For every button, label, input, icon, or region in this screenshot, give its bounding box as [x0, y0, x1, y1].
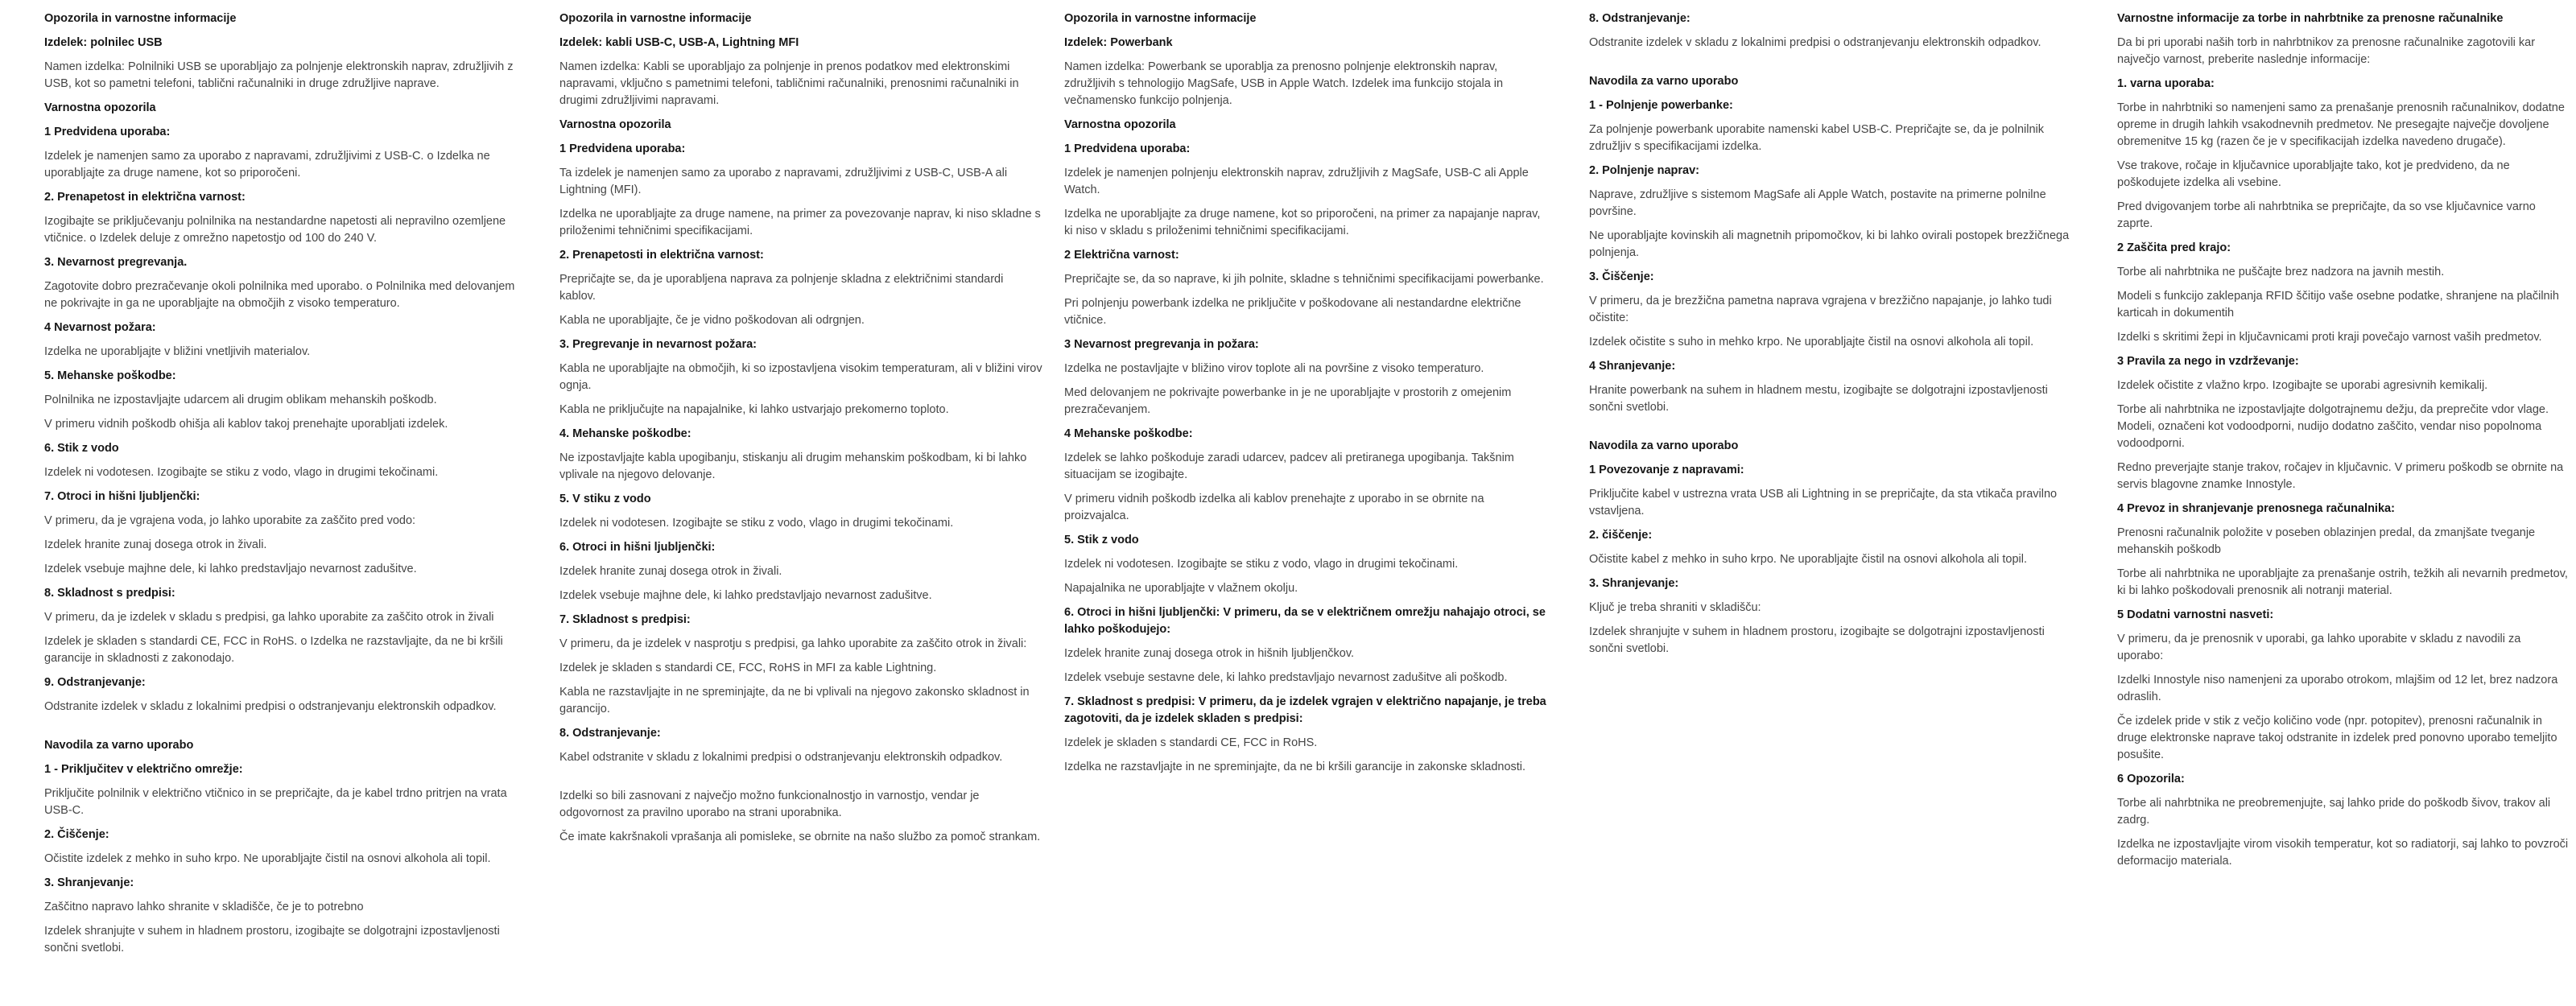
paragraph: Izdelek je skladen s standardi CE, FCC in RoHS. o Izdelka ne razstavljajte, da ne bi kršili garancije in skladnosti z zakonodajo. [44, 635, 503, 665]
section-heading: 1 Povezovanje z napravami: [1589, 464, 1744, 476]
section-heading: Opozorila in varnostne informacije [1064, 12, 1257, 25]
section-heading: Navodila za varno uporabo [44, 739, 194, 752]
section-heading: 1 Predvidena uporaba: [1064, 142, 1191, 155]
paragraph-gap [1589, 423, 2072, 438]
paragraph: Izdelek se lahko poškoduje zaradi udarcev, padcev ali pretiranega upogibanja. Takšnim situacijam se izogibajte. [1064, 451, 1514, 481]
paragraph: Ne izpostavljajte kabla upogibanju, stiskanju ali drugim mehanskim poškodbam, ki bi lahko vplivale na njegovo delovanje. [559, 451, 1027, 481]
paragraph: Izdelki s skritimi žepi in ključavnicami proti kraji povečajo varnost vaših predmetov. [2117, 331, 2542, 344]
paragraph: Torbe ali nahrbtnika ne preobremenjujte, saj lahko pride do poškodb šivov, trakov ali zadrg. [2117, 797, 2551, 827]
paragraph: Priključite polnilnik v električno vtičnico in se prepričajte, da je kabel trdno pritrjen na vrata USB-C. [44, 787, 507, 817]
paragraph: Modeli s funkcijo zaklepanja RFID ščitijo vaše osebne podatke, shranjene na plačilnih karticah in dokumentih [2117, 290, 2559, 320]
paragraph: Kabla ne priključujte na napajalnike, ki lahko ustvarjajo prekomerno toploto. [559, 403, 949, 416]
section-heading: 7. Skladnost s predpisi: [559, 613, 691, 626]
section-heading: 3 Pravila za nego in vzdrževanje: [2117, 355, 2299, 368]
paragraph: Odstranite izdelek v skladu z lokalnimi predpisi o odstranjevanju elektronskih odpadkov. [1589, 36, 2041, 49]
section-heading: Opozorila in varnostne informacije [44, 12, 237, 25]
paragraph: Izdelek očistite z vlažno krpo. Izogibajte se uporabi agresivnih kemikalij. [2117, 379, 2488, 392]
paragraph: Očistite izdelek z mehko in suho krpo. Ne uporabljajte čistil na osnovi alkohola ali topil. [44, 852, 491, 865]
paragraph: Polnilnika ne izpostavljajte udarcem ali drugim oblikam mehanskih poškodb. [44, 394, 437, 406]
section-heading: 7. Skladnost s predpisi: V primeru, da je izdelek vgrajen v električno napajanje, je treba zagotoviti, da je izdelek skladen s predpisi: [1064, 695, 1546, 725]
paragraph: Izdelka ne postavljajte v bližino virov toplote ali na površine z visoko temperaturo. [1064, 362, 1484, 375]
section-heading: 4 Shranjevanje: [1589, 360, 1676, 373]
paragraph: Izdelek je namenjen samo za uporabo z napravami, združljivimi z USB-C. o Izdelka ne uporabljajte za druge namene, kot so priporočeni. [44, 150, 490, 179]
paragraph: Napajalnika ne uporabljajte v vlažnem okolju. [1064, 582, 1298, 595]
section-heading: Varnostna opozorila [1064, 118, 1176, 131]
paragraph: Izdelek hranite zunaj dosega otrok in hišnih ljubljenčkov. [1064, 647, 1355, 660]
section-heading: Izdelek: polnilec USB [44, 36, 163, 49]
paragraph: Priključite kabel v ustrezna vrata USB ali Lightning in se prepričajte, da sta vtikača pravilno vstavljena. [1589, 488, 2058, 517]
column-cables-warnings [559, 10, 1042, 853]
paragraph: Izdelek vsebuje sestavne dele, ki lahko predstavljajo nevarnost zadušitve ali poškodb. [1064, 671, 1508, 684]
paragraph: Torbe in nahrbtniki so namenjeni samo za prenašanje prenosnih računalnikov, dodatne opreme in drugih lahkih vsakodnevnih predmetov. Ne presegajte največje dovoljene obremenitve 15 kg (razen če je v specifikacijah izdelka navedeno drugače). [2117, 101, 2565, 148]
section-heading: 3. Nevarnost pregrevanja. [44, 256, 188, 269]
paragraph: Zaščitno napravo lahko shranite v skladišče, če je to potrebno [44, 901, 364, 913]
section-heading: 8. Odstranjevanje: [1589, 12, 1690, 25]
paragraph: Izdelka ne uporabljajte za druge namene, na primer za povezovanje naprav, ki niso skladne s priloženimi tehničnimi specifikacijami. [559, 208, 1041, 237]
paragraph: Prenosni računalnik položite v poseben oblazinjen predal, da zmanjšate tveganje mehanskih poškodb [2117, 526, 2536, 556]
section-heading: 1 Predvidena uporaba: [44, 126, 171, 138]
paragraph-gap [559, 773, 1042, 788]
section-heading: 2 Električna varnost: [1064, 249, 1179, 262]
paragraph: Izdelek shranjujte v suhem in hladnem prostoru, izogibajte se dolgotrajni izpostavljenosti sončni svetlobi. [44, 925, 500, 954]
section-heading: 6 Opozorila: [2117, 773, 2185, 785]
paragraph: Zagotovite dobro prezračevanje okoli polnilnika med uporabo. o Polnilnika med delovanjem ne pokrivajte in ga ne uporabljajte na območjih z visoko temperaturo. [44, 280, 515, 310]
section-heading: 2. Čiščenje: [44, 828, 109, 841]
paragraph: V primeru, da je vgrajena voda, jo lahko uporabite za zaščito pred vodo: [44, 514, 416, 527]
paragraph: Namen izdelka: Kabli se uporabljajo za polnjenje in prenos podatkov med elektronskimi napravami, vključno s pametnimi telefoni, tabličnimi računalniki, prenosnimi računalniki in drugimi združljivimi napravami. [559, 60, 1019, 107]
paragraph: Izdelka ne uporabljajte za druge namene, kot so priporočeni, na primer za napajanje naprav, ki niso v skladu s priloženimi tehničnimi specifikacijami. [1064, 208, 1541, 237]
paragraph: Vse trakove, ročaje in ključavnice uporabljajte tako, kot je predvideno, da ne poškodujete izdelka ali vsebine. [2117, 159, 2510, 189]
section-heading: 6. Otroci in hišni ljubljenčki: [559, 541, 716, 554]
paragraph: Izdelek vsebuje majhne dele, ki lahko predstavljajo nevarnost zadušitve. [559, 589, 932, 602]
section-heading: 5. V stiku z vodo [559, 493, 651, 505]
section-heading: 6. Stik z vodo [44, 442, 119, 455]
section-heading: 1 Predvidena uporaba: [559, 142, 686, 155]
column-powerbank-warnings [1064, 10, 1547, 783]
paragraph: Izdelek hranite zunaj dosega otrok in živali. [44, 538, 267, 551]
section-heading: 2. Polnjenje naprav: [1589, 164, 1699, 177]
paragraph: Kabla ne razstavljajte in ne spreminjajte, da ne bi vplivali na njegovo zakonsko skladnost in garancijo. [559, 686, 1030, 715]
paragraph-gap [1589, 59, 2072, 73]
section-heading: 5 Dodatni varnostni nasveti: [2117, 608, 2274, 621]
paragraph: V primeru, da je izdelek v skladu s predpisi, ga lahko uporabite za zaščito otrok in živali [44, 611, 494, 624]
section-heading: 1 - Polnjenje powerbanke: [1589, 99, 1733, 112]
section-heading: 3. Shranjevanje: [44, 876, 134, 889]
paragraph: Izdelek ni vodotesen. Izogibajte se stiku z vodo, vlago in drugimi tekočinami. [44, 466, 439, 479]
section-heading: Opozorila in varnostne informacije [559, 12, 752, 25]
section-heading: 4 Prevoz in shranjevanje prenosnega računalnika: [2117, 502, 2395, 515]
section-heading: 4 Mehanske poškodbe: [1064, 427, 1193, 440]
section-heading: 3. Pregrevanje in nevarnost požara: [559, 338, 757, 351]
paragraph: Torbe ali nahrbtnika ne puščajte brez nadzora na javnih mestih. [2117, 266, 2445, 278]
paragraph: Da bi pri uporabi naših torb in nahrbtnikov za prenosne računalnike zagotovili kar največjo varnost, preberite naslednje informacije: [2117, 36, 2536, 66]
section-heading: 9. Odstranjevanje: [44, 676, 146, 689]
section-heading: 3 Nevarnost pregrevanja in požara: [1064, 338, 1259, 351]
paragraph: Če imate kakršnakoli vprašanja ali pomisleke, se obrnite na našo službo za pomoč strankam. [559, 831, 1041, 843]
section-heading: Varnostna opozorila [559, 118, 671, 131]
paragraph: Odstranite izdelek v skladu z lokalnimi predpisi o odstranjevanju elektronskih odpadkov. [44, 700, 497, 713]
paragraph: Naprave, združljive s sistemom MagSafe ali Apple Watch, postavite na primerne polnilne površine. [1589, 188, 2046, 218]
section-heading: 3. Shranjevanje: [1589, 577, 1679, 590]
paragraph: Kabla ne uporabljajte, če je vidno poškodovan ali odrgnjen. [559, 314, 865, 327]
paragraph: Redno preverjajte stanje trakov, ročajev in ključavnic. V primeru poškodb se obrnite na servis blagovne znamke Innostyle. [2117, 461, 2564, 491]
paragraph: Torbe ali nahrbtnika ne uporabljajte za prenašanje ostrih, težkih ali nevarnih predmetov, ki bi lahko poškodovali prenosnik ali notranji material. [2117, 567, 2568, 597]
paragraph: V primeru, da je izdelek v nasprotju s predpisi, ga lahko uporabite za zaščito otrok in živali: [559, 637, 1027, 650]
paragraph: V primeru, da je prenosnik v uporabi, ga lahko uporabite v skladu z navodili za uporabo: [2117, 633, 2521, 662]
section-heading: 2. Prenapetosti in električna varnost: [559, 249, 764, 262]
section-heading: 2. čiščenje: [1589, 529, 1653, 542]
paragraph: Izdelek shranjujte v suhem in hladnem prostoru, izogibajte se dolgotrajni izpostavljenosti sončni svetlobi. [1589, 625, 2045, 655]
section-heading: Varnostna opozorila [44, 101, 156, 114]
paragraph: Izdelka ne uporabljajte v bližini vnetljivih materialov. [44, 345, 311, 358]
section-heading: Izdelek: Powerbank [1064, 36, 1173, 49]
paragraph: Očistite kabel z mehko in suho krpo. Ne uporabljajte čistil na osnovi alkohola ali topil. [1589, 553, 2028, 566]
section-heading: 3. Čiščenje: [1589, 270, 1654, 283]
paragraph-gap [44, 723, 521, 737]
paragraph: Namen izdelka: Polnilniki USB se uporabljajo za polnjenje elektronskih naprav, združljivih z USB, kot so pametni telefoni, tablični računalniki in druge združljive naprave. [44, 60, 514, 90]
paragraph: Za polnjenje powerbank uporabite namenski kabel USB-C. Prepričajte se, da je polnilnik združljiv s specifikacijami izdelka. [1589, 123, 2045, 153]
paragraph: Izdelek očistite s suho in mehko krpo. Ne uporabljajte čistil na osnovi alkohola ali topil. [1589, 336, 2034, 348]
section-heading: 5. Mehanske poškodbe: [44, 369, 176, 382]
column-laptop-bags-safety [2117, 10, 2570, 877]
paragraph: Izdelka ne izpostavljajte virom visokih temperatur, kot so radiatorji, saj lahko to povzroči deformacijo materiala. [2117, 838, 2569, 868]
section-heading: 1. varna uporaba: [2117, 77, 2215, 90]
paragraph: Pred dvigovanjem torbe ali nahrbtnika se prepričajte, da so vse ključavnice varno zaprte. [2117, 200, 2536, 230]
section-heading: 7. Otroci in hišni ljubljenčki: [44, 490, 200, 503]
paragraph: Hranite powerbank na suhem in hladnem mestu, izogibajte se dolgotrajni izpostavljenosti sončni svetlobi. [1589, 384, 2048, 414]
paragraph: Namen izdelka: Powerbank se uporablja za prenosno polnjenje elektronskih naprav, združljivih s tehnologijo MagSafe, USB in Apple Watch. Izdelek ima funkcijo stojala in večnamensko funkcijo polnjenja. [1064, 60, 1504, 107]
paragraph: V primeru vidnih poškodb ohišja ali kablov takoj prenehajte uporabljati izdelek. [44, 418, 448, 431]
section-heading: Varnostne informacije za torbe in nahrbtnike za prenosne računalnike [2117, 12, 2504, 25]
section-heading: 6. Otroci in hišni ljubljenčki: V primeru, da se v električnem omrežju nahajajo otroci, se lahko poškodujejo: [1064, 606, 1546, 636]
paragraph: Prepričajte se, da je uporabljena naprava za polnjenje skladna z električnimi standardi kablov. [559, 273, 1004, 303]
section-heading: 2 Zaščita pred krajo: [2117, 241, 2231, 254]
paragraph: Med delovanjem ne pokrivajte powerbanke in je ne uporabljajte v prostorih z omejenim prezračevanjem. [1064, 386, 1512, 416]
section-heading: 8. Odstranjevanje: [559, 727, 661, 740]
section-heading: Izdelek: kabli USB-C, USB-A, Lightning MFI [559, 36, 799, 49]
column-usb-charger-warnings [44, 10, 521, 964]
section-heading: 4 Nevarnost požara: [44, 321, 156, 334]
paragraph: Torbe ali nahrbtnika ne izpostavljajte dolgotrajnemu dežju, da preprečite vdor vlage. Modeli, označeni kot vodoodporni, nudijo dodatno zaščito, vendar niso popolnoma vodoodporni. [2117, 403, 2549, 450]
paragraph: Izdelek ni vodotesen. Izogibajte se stiku z vodo, vlago in drugimi tekočinami. [1064, 558, 1459, 571]
paragraph: V primeru vidnih poškodb izdelka ali kablov prenehajte z uporabo in se obrnite na proizvajalca. [1064, 493, 1484, 522]
section-heading: Navodila za varno uporabo [1589, 75, 1739, 88]
section-heading: 8. Skladnost s predpisi: [44, 587, 175, 600]
paragraph: Ta izdelek je namenjen samo za uporabo z napravami, združljivimi z USB-C, USB-A ali Lightning (MFI). [559, 167, 1008, 196]
section-heading: 5. Stik z vodo [1064, 534, 1139, 546]
paragraph: Prepričajte se, da so naprave, ki jih polnite, skladne s tehničnimi specifikacijami powerbanke. [1064, 273, 1544, 286]
paragraph: Izdelki Innostyle niso namenjeni za uporabo otrokom, mlajšim od 12 let, brez nadzora odraslih. [2117, 674, 2558, 703]
paragraph: V primeru, da je brezžična pametna naprava vgrajena v brezžično napajanje, jo lahko tudi očistite: [1589, 295, 2052, 324]
section-heading: 4. Mehanske poškodbe: [559, 427, 691, 440]
paragraph: Izdelka ne razstavljajte in ne spreminjajte, da ne bi kršili garancije in zakonske skladnosti. [1064, 761, 1526, 773]
paragraph: Izdelek ni vodotesen. Izogibajte se stiku z vodo, vlago in drugimi tekočinami. [559, 517, 954, 530]
section-heading: Navodila za varno uporabo [1589, 439, 1739, 452]
paragraph: Izdelek je skladen s standardi CE, FCC in RoHS. [1064, 736, 1318, 749]
paragraph: Kabla ne uporabljajte na območjih, ki so izpostavljena visokim temperaturam, ali v bližini virov ognja. [559, 362, 1042, 392]
paragraph: Kabel odstranite v skladu z lokalnimi predpisi o odstranjevanju elektronskih odpadkov. [559, 751, 1003, 764]
paragraph: Pri polnjenju powerbank izdelka ne priključite v poškodovane ali nestandardne električne vtičnice. [1064, 297, 1521, 327]
paragraph: Izdelki so bili zasnovani z največjo možno funkcionalnostjo in varnostjo, vendar je odgovornost za pravilno uporabo na strani uporabnika. [559, 790, 980, 819]
paragraph: Izdelek je skladen s standardi CE, FCC, RoHS in MFI za kable Lightning. [559, 662, 937, 674]
paragraph: Če izdelek pride v stik z večjo količino vode (npr. potopitev), prenosni računalnik in druge elektronske naprave takoj odstranite in izdelek pred ponovno uporabo temeljito posušite. [2117, 715, 2557, 761]
paragraph: Izdelek je namenjen polnjenju elektronskih naprav, združljivih z MagSafe, USB-C ali Apple Watch. [1064, 167, 1529, 196]
paragraph: Izogibajte se priključevanju polnilnika na nestandardne napetosti ali nepravilno ozemljene vtičnice. o Izdelek deluje z omrežno napetostjo od 100 do 240 V. [44, 215, 506, 245]
paragraph: Ključ je treba shraniti v skladišču: [1589, 601, 1761, 614]
paragraph: Izdelek hranite zunaj dosega otrok in živali. [559, 565, 782, 578]
paragraph: Ne uporabljajte kovinskih ali magnetnih pripomočkov, ki bi lahko ovirali postopek brezžičnega polnjenja. [1589, 229, 2070, 259]
column-powerbank-usage-instructions [1589, 10, 2072, 665]
section-heading: 2. Prenapetost in električna varnost: [44, 191, 246, 204]
paragraph: Izdelek vsebuje majhne dele, ki lahko predstavljajo nevarnost zadušitve. [44, 563, 417, 575]
section-heading: 1 - Priključitev v električno omrežje: [44, 763, 243, 776]
